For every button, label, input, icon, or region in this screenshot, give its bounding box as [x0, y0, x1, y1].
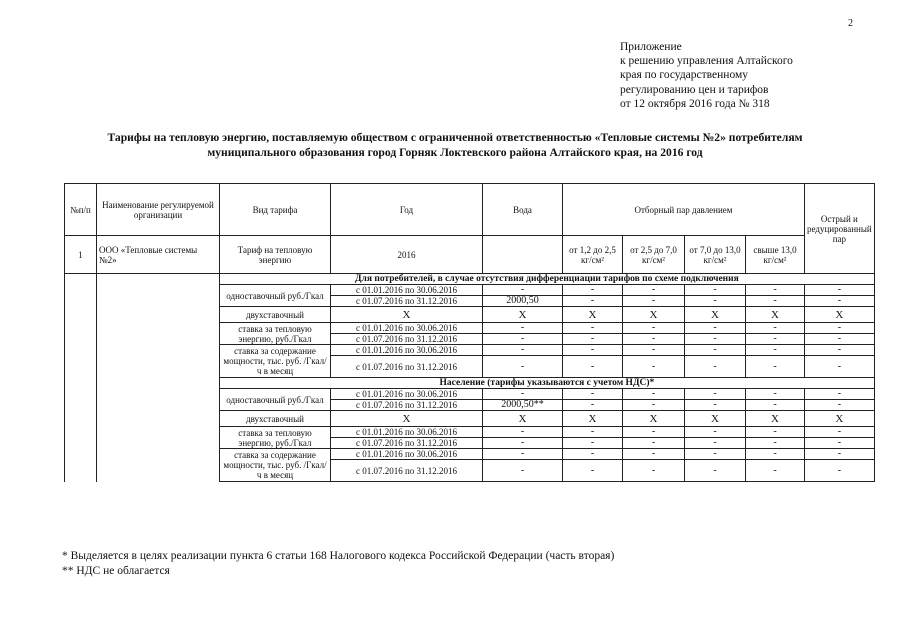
value-cell: - [746, 285, 805, 296]
table-cell [97, 389, 220, 400]
value-cell: - [805, 389, 875, 400]
value-cell: - [805, 438, 875, 449]
tariff-label: двухставочный [220, 307, 331, 323]
period-cell: с 01.01.2016 по 30.06.2016 [331, 345, 483, 356]
value-cell: - [685, 389, 746, 400]
value-cell: - [623, 285, 685, 296]
table-cell [65, 400, 97, 411]
value-cell: Х [746, 411, 805, 427]
value-cell: - [746, 400, 805, 411]
table-row [65, 427, 875, 438]
period-cell: Х [331, 411, 483, 427]
table-cell [65, 285, 97, 296]
header-org: Наименование регулируемой организации [97, 184, 220, 236]
period-cell: с 01.07.2016 по 31.12.2016 [331, 400, 483, 411]
period-cell: с 01.01.2016 по 30.06.2016 [331, 449, 483, 460]
value-cell: - [563, 334, 623, 345]
table-cell [97, 356, 220, 378]
value-cell: - [623, 427, 685, 438]
value-cell: - [623, 296, 685, 307]
water-cell: Х [483, 411, 563, 427]
value-cell: - [805, 460, 875, 482]
table-cell [97, 460, 220, 482]
value-cell: - [685, 334, 746, 345]
table-cell [97, 285, 220, 296]
tariff-label: одноставочный руб./Гкал [220, 285, 331, 307]
header-water: Вода [483, 184, 563, 236]
page-number: 2 [848, 18, 853, 29]
value-cell: Х [805, 307, 875, 323]
table-cell [65, 334, 97, 345]
value-cell: - [685, 427, 746, 438]
table-cell [65, 389, 97, 400]
water-cell: - [483, 285, 563, 296]
table-row [65, 389, 875, 400]
value-cell: - [805, 427, 875, 438]
footnotes [62, 549, 614, 578]
table-cell [97, 449, 220, 460]
water-cell: - [483, 334, 563, 345]
tariff-label: ставка за тепловую энергию, руб./Гкал [220, 323, 331, 345]
table-cell [97, 427, 220, 438]
header-row [65, 236, 875, 274]
table-cell [65, 449, 97, 460]
period-cell: с 01.07.2016 по 31.12.2016 [331, 460, 483, 482]
table-cell [65, 438, 97, 449]
table-cell [65, 345, 97, 356]
value-cell: - [623, 389, 685, 400]
appendix-line: края по государственному [620, 69, 748, 82]
appendix-line: Приложение [620, 41, 682, 53]
value-cell: - [623, 356, 685, 378]
table-cell [65, 356, 97, 378]
value-cell: - [563, 345, 623, 356]
value-cell: - [746, 356, 805, 378]
table-cell [97, 378, 220, 389]
table-cell [97, 334, 220, 345]
value-cell: - [623, 334, 685, 345]
section-row [65, 274, 875, 285]
row-year: 2016 [331, 236, 483, 274]
appendix-line: к решению управления Алтайского [620, 55, 793, 68]
value-cell: - [563, 449, 623, 460]
value-cell: - [746, 438, 805, 449]
value-cell: - [805, 323, 875, 334]
value-cell: - [563, 389, 623, 400]
period-cell: с 01.07.2016 по 31.12.2016 [331, 296, 483, 307]
tariff-label: двухставочный [220, 411, 331, 427]
table-cell [97, 307, 220, 323]
value-cell: - [563, 356, 623, 378]
table-row [65, 307, 875, 323]
value-cell: - [805, 296, 875, 307]
header-steam-sub: от 7,0 до 13,0 кг/см² [685, 236, 746, 274]
water-cell: - [483, 460, 563, 482]
value-cell: Х [746, 307, 805, 323]
value-cell: - [746, 296, 805, 307]
header-tariff-type: Вид тарифа [220, 184, 331, 236]
value-cell: - [623, 400, 685, 411]
period-cell: с 01.07.2016 по 31.12.2016 [331, 334, 483, 345]
value-cell: - [563, 427, 623, 438]
value-cell: - [746, 449, 805, 460]
table-cell [97, 274, 220, 285]
value-cell: - [805, 400, 875, 411]
value-cell: - [746, 389, 805, 400]
table-cell [65, 307, 97, 323]
table-cell [97, 323, 220, 334]
table-cell [97, 345, 220, 356]
section-title: Население (тарифы указываются с учетом НДС)* [220, 378, 875, 389]
water-cell: - [483, 323, 563, 334]
value-cell: Х [805, 411, 875, 427]
value-cell: - [685, 460, 746, 482]
value-cell: - [685, 296, 746, 307]
row-tariff-type: Тариф на тепловую энергию [220, 236, 331, 274]
table-cell [97, 400, 220, 411]
footnote: ** НДС не облагается [62, 564, 170, 577]
period-cell: с 01.01.2016 по 30.06.2016 [331, 389, 483, 400]
water-cell: - [483, 356, 563, 378]
table-cell [97, 438, 220, 449]
value-cell: - [623, 323, 685, 334]
table-row [65, 400, 875, 411]
value-cell: - [623, 449, 685, 460]
value-cell: - [563, 438, 623, 449]
table-cell [65, 378, 97, 389]
value-cell: Х [623, 307, 685, 323]
table-row [65, 334, 875, 345]
tariff-label: ставка за тепловую энергию, руб./Гкал [220, 427, 331, 449]
water-cell: - [483, 427, 563, 438]
water-cell: - [483, 438, 563, 449]
tariff-table [64, 183, 875, 482]
value-cell: Х [685, 411, 746, 427]
tariff-label: одноставочный руб./Гкал [220, 389, 331, 411]
appendix-line: регулированию цен и тарифов [620, 83, 769, 96]
section-title: Для потребителей, в случае отсутствия дифференциации тарифов по схеме подключения [220, 274, 875, 285]
appendix-block [620, 40, 890, 111]
header-steam: Отборный пар давлением [563, 184, 805, 236]
header-row [65, 184, 875, 236]
value-cell: - [685, 438, 746, 449]
value-cell: - [746, 460, 805, 482]
table-row [65, 285, 875, 296]
period-cell: с 01.07.2016 по 31.12.2016 [331, 356, 483, 378]
table-cell [97, 411, 220, 427]
header-sharp-steam: Острый и редуцированный пар [805, 184, 875, 274]
water-cell: - [483, 449, 563, 460]
water-cell: - [483, 389, 563, 400]
tariff-label: ставка за содержание мощности, тыс. руб. /Гкал/ч в месяц [220, 449, 331, 482]
row-org: ООО «Тепловые системы №2» [97, 236, 220, 274]
water-cell: - [483, 345, 563, 356]
value-cell: - [685, 356, 746, 378]
header-year: Год [331, 184, 483, 236]
value-cell: - [623, 460, 685, 482]
footnote: * Выделяется в целях реализации пункта 6 статьи 168 Налогового кодекса Российской Федерации (часть вторая) [62, 550, 615, 562]
header-num: №п/п [65, 184, 97, 236]
title-line: муниципального образования город Горняк Локтевского района Алтайского края, на 2016 год [207, 145, 703, 159]
table-row [65, 449, 875, 460]
table-row [65, 356, 875, 378]
value-cell: - [563, 400, 623, 411]
value-cell: - [685, 345, 746, 356]
value-cell: Х [563, 307, 623, 323]
appendix-line: от 12 октября 2016 года № 318 [620, 97, 770, 110]
title-line: Тарифы на тепловую энергию, поставляемую обществом с ограниченной ответственностью «Тепловые системы №2» потребителям [107, 131, 803, 144]
row-num: 1 [65, 236, 97, 274]
value-cell: - [623, 345, 685, 356]
section-row [65, 378, 875, 389]
value-cell: - [685, 449, 746, 460]
table-row [65, 460, 875, 482]
row-water-empty [483, 236, 563, 274]
value-cell: Х [685, 307, 746, 323]
value-cell: - [563, 285, 623, 296]
value-cell: - [805, 345, 875, 356]
value-cell: - [805, 334, 875, 345]
value-cell: - [805, 285, 875, 296]
table-cell [65, 274, 97, 285]
value-cell: - [685, 323, 746, 334]
value-cell: Х [563, 411, 623, 427]
tariff-label: ставка за содержание мощности, тыс. руб. /Гкал/ч в месяц [220, 345, 331, 378]
water-cell: 2000,50** [483, 400, 563, 411]
period-cell: Х [331, 307, 483, 323]
table-row [65, 296, 875, 307]
value-cell: - [746, 323, 805, 334]
table-row [65, 323, 875, 334]
period-cell: с 01.01.2016 по 30.06.2016 [331, 285, 483, 296]
period-cell: с 01.01.2016 по 30.06.2016 [331, 323, 483, 334]
table-cell [65, 427, 97, 438]
value-cell: - [805, 449, 875, 460]
value-cell: Х [623, 411, 685, 427]
value-cell: - [805, 356, 875, 378]
value-cell: - [746, 345, 805, 356]
table-cell [65, 296, 97, 307]
header-steam-sub: от 1,2 до 2,5 кг/см² [563, 236, 623, 274]
table-row [65, 345, 875, 356]
table-cell [65, 460, 97, 482]
table-cell [65, 323, 97, 334]
header-steam-sub: свыше 13,0 кг/см² [746, 236, 805, 274]
document-title [40, 131, 870, 160]
value-cell: - [563, 323, 623, 334]
table-cell [65, 411, 97, 427]
value-cell: - [563, 460, 623, 482]
table-row [65, 438, 875, 449]
table-row [65, 411, 875, 427]
period-cell: с 01.01.2016 по 30.06.2016 [331, 427, 483, 438]
table-cell [97, 296, 220, 307]
water-cell: 2000,50 [483, 296, 563, 307]
period-cell: с 01.07.2016 по 31.12.2016 [331, 438, 483, 449]
header-steam-sub: от 2,5 до 7,0 кг/см² [623, 236, 685, 274]
value-cell: - [623, 438, 685, 449]
water-cell: Х [483, 307, 563, 323]
value-cell: - [746, 427, 805, 438]
value-cell: - [685, 285, 746, 296]
value-cell: - [685, 400, 746, 411]
value-cell: - [746, 334, 805, 345]
value-cell: - [563, 296, 623, 307]
